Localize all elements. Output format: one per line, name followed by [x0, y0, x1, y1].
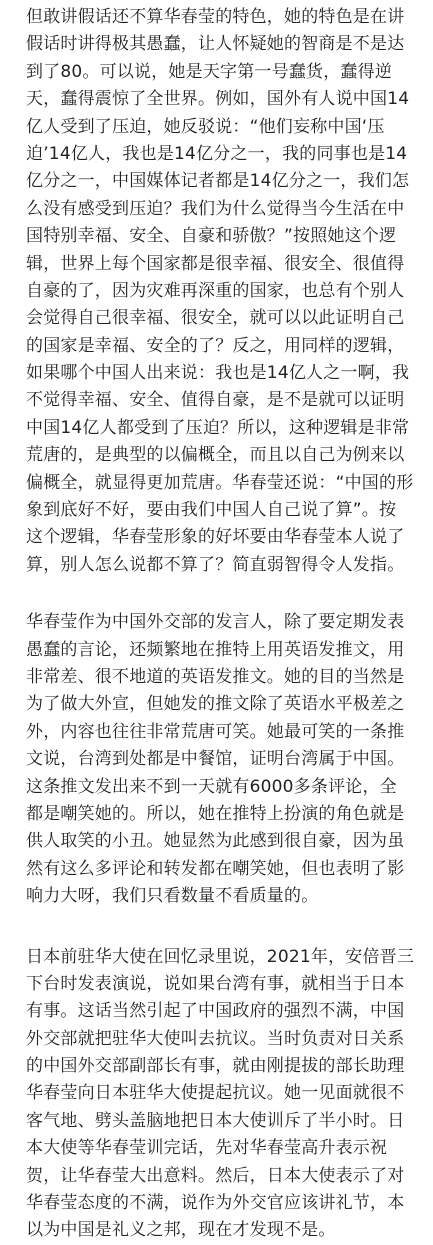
- text-line: 会觉得自己很幸福、很安全，就可以以此证明自己: [26, 308, 405, 329]
- text-line: 象到底好不好，要由我们中国人自己说了算”。按: [26, 500, 397, 521]
- text-line: 算，别人怎么说都不算了？简直弱智得令人发指。: [26, 554, 405, 575]
- text-line: 不觉得幸福、安全、值得自豪，是不是就可以证明: [26, 390, 405, 411]
- paragraph-gap: [26, 579, 414, 609]
- text-line: 荒唐的，是典型的以偏概全，而且以自己为例来以: [26, 445, 405, 466]
- text-line: 到了80。可以说，她是天字第一号蠢货，蠢得逆: [26, 61, 393, 82]
- text-line: 的中国外交部副部长有事，就由刚提拔的部长助理: [26, 1056, 405, 1077]
- text-line: 这条推文发出来不到一天就有6000多条评论，全: [26, 776, 397, 797]
- text-line: 客气地、劈头盖脑地把日本大使训斥了半小时。日: [26, 1110, 405, 1131]
- text-line: 假话时讲得极其愚蠢，让人怀疑她的智商是不是达: [26, 34, 405, 55]
- text-line: 天，蠢得震惊了全世界。例如，国外有人说中国14: [26, 89, 410, 110]
- text-line: 亿人受到了压迫，她反驳说：“他们妄称中国‘压: [26, 116, 385, 137]
- text-line: 贺，让华春莹大出意料。然后，日本大使表示了对: [26, 1165, 405, 1186]
- text-line: 华春莹作为中国外交部的发言人，除了要定期发表: [26, 612, 405, 633]
- text-line: 迫’14亿人，我也是14亿分之一，我的同事也是14: [26, 143, 408, 164]
- text-line: 供人取笑的小丑。她显然为此感到很自豪，因为虽: [26, 831, 405, 852]
- text-line: 自豪的了，因为灾难再深重的国家，也总有个别人: [26, 280, 405, 301]
- text-line: 日本前驻华大使在回忆录里说，2021年，安倍晋三: [26, 946, 415, 967]
- text-line: 中国14亿人都受到了压迫？所以，这种逻辑是非常: [26, 417, 410, 438]
- text-line: 然有这么多评论和转发都在嘲笑她，但也表明了影: [26, 858, 405, 879]
- text-line: 以为中国是礼义之邦，现在才发现不是。: [26, 1220, 336, 1241]
- text-line: 为了做大外宣，但她发的推文除了英语水平极差之: [26, 694, 405, 715]
- text-line: 国特别幸福、安全、自豪和骄傲？”按照她这个逻: [26, 226, 397, 247]
- text-line: 么没有感受到压迫？我们为什么觉得当今生活在中: [26, 198, 405, 219]
- text-line: 偏概全，就显得更加荒唐。华春莹还说：“中国的形: [26, 472, 414, 493]
- text-line: 响力大呀，我们只看数量不看质量的。: [26, 886, 319, 907]
- text-line: 都是嘲笑她的。所以，她在推特上扮演的角色就是: [26, 803, 405, 824]
- text-line: 文说，台湾到处都是中餐馆，证明台湾属于中国。: [26, 749, 405, 770]
- text-line: 辑，世界上每个国家都是很幸福、很安全、很值得: [26, 253, 405, 274]
- text-line: 下台时发表演说，说如果台湾有事，就相当于日本: [26, 973, 405, 994]
- text-line: 华春莹态度的不满，说作为外交官应该讲礼节，本: [26, 1193, 405, 1214]
- text-line: 亿分之一，中国媒体记者都是14亿分之一，我们怎: [26, 171, 410, 192]
- article-body: [26, 4, 414, 1245]
- text-line: 本大使等华春莹训完话，先对华春莹高升表示祝: [26, 1138, 388, 1159]
- paragraph-2: [26, 609, 414, 910]
- text-line: 有事。这话当然引起了中国政府的强烈不满，中国: [26, 1001, 405, 1022]
- text-line: 外，内容也往往非常荒唐可笑。她最可笑的一条推: [26, 721, 405, 742]
- text-line: 华春莹向日本驻华大使提起抗议。她一见面就很不: [26, 1083, 405, 1104]
- text-line: 如果哪个中国人出来说：我也是14亿人之一啊，我: [26, 363, 410, 384]
- text-line: 愚蠢的言论，还频繁地在推特上用英语发推文，用: [26, 639, 405, 660]
- paragraph-gap: [26, 911, 414, 944]
- text-line: 非常差、很不地道的英语发推文。她的目的当然是: [26, 666, 405, 687]
- text-line: 但敢讲假话还不算华春莹的特色，她的特色是在讲: [26, 7, 405, 27]
- text-line: 外交部就把驻华大使叫去抗议。当时负责对日关系: [26, 1028, 405, 1049]
- paragraph-1: [26, 4, 414, 579]
- text-line: 的国家是幸福、安全的了？反之，用同样的逻辑，: [26, 335, 405, 356]
- text-line: 这个逻辑，华春莹形象的好坏要由华春莹本人说了: [26, 527, 405, 548]
